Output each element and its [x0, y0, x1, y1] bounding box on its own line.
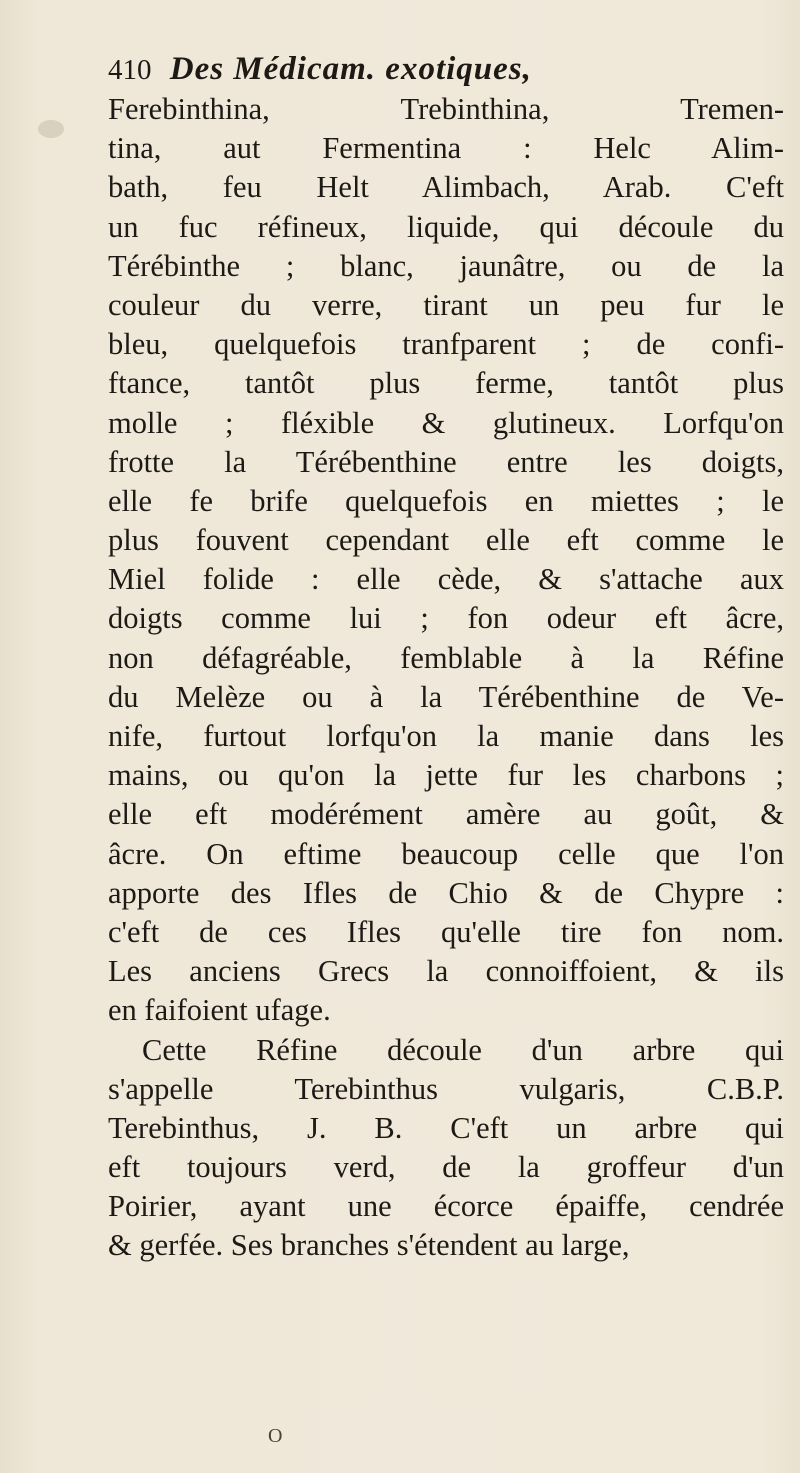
text-line-paragraph-end: en faifoient ufage. — [108, 993, 331, 1028]
signature-mark: O — [268, 1425, 283, 1447]
text-line: un fuc réfineux, liquide, qui découle du — [108, 209, 784, 244]
text-line: Miel folide : elle cède, & s'attache aux — [108, 562, 784, 597]
text-line: nife, furtout lorfqu'on la manie dans les — [108, 719, 784, 753]
paper-stain — [38, 120, 64, 138]
text-line: mains, ou qu'on la jette fur les charbons ; — [108, 758, 784, 793]
text-line: c'eft de ces Ifles qu'elle tire fon nom. — [108, 914, 784, 949]
text-line: tina, aut Fermentina : Helc Alim- — [108, 131, 784, 166]
text-line: elle eft modérément amère au goût, & — [108, 797, 784, 832]
text-line: Terebinthus, J. B. C'eft un arbre qui — [108, 1110, 784, 1145]
text-line-paragraph-start: Cette Réfine découle d'un arbre qui — [142, 1032, 784, 1067]
page-number: 410 — [108, 54, 152, 86]
text-line: doigts comme lui ; fon odeur eft âcre, — [108, 601, 784, 636]
text-line: molle ; fléxible & glutineux. Lorfqu'on — [108, 405, 784, 440]
running-title: Des Médicam. exotiques, — [169, 51, 532, 87]
text-line: Les anciens Grecs la connoiffoient, & ils — [108, 954, 784, 989]
text-line: du Melèze ou à la Térébenthine de Ve- — [108, 679, 784, 714]
text-line: bleu, quelquefois tranfparent ; de confi- — [108, 327, 784, 362]
text-line: apporte des Ifles de Chio & de Chypre : — [108, 875, 784, 910]
page-header — [108, 44, 788, 94]
text-line: s'appelle Terebinthus vulgaris, C.B.P. — [108, 1071, 784, 1106]
body-text — [108, 90, 784, 1266]
text-line: Poirier, ayant une écorce épaiffe, cendrée — [108, 1189, 784, 1224]
text-line: plus fouvent cependant elle eft comme le — [108, 523, 784, 558]
text-line: âcre. On eftime beaucoup celle que l'on — [108, 836, 784, 871]
text-line: eft toujours verd, de la groffeur d'un — [108, 1150, 784, 1185]
text-line: bath, feu Helt Alimbach, Arab. C'eft — [108, 170, 784, 205]
text-line: elle fe brife quelquefois en miettes ; le — [108, 483, 784, 518]
text-line: frotte la Térébenthine entre les doigts, — [108, 444, 784, 479]
text-line: couleur du verre, tirant un peu fur le — [108, 287, 784, 322]
text-line: Ferebinthina, Trebinthina, Tremen- — [108, 92, 784, 126]
text-line: non défagréable, femblable à la Réfine — [108, 640, 784, 675]
text-line: ftance, tantôt plus ferme, tantôt plus — [108, 366, 784, 401]
text-line: & gerfée. Ses branches s'étendent au large, — [108, 1228, 630, 1263]
text-line: Térébinthe ; blanc, jaunâtre, ou de la — [108, 248, 784, 283]
